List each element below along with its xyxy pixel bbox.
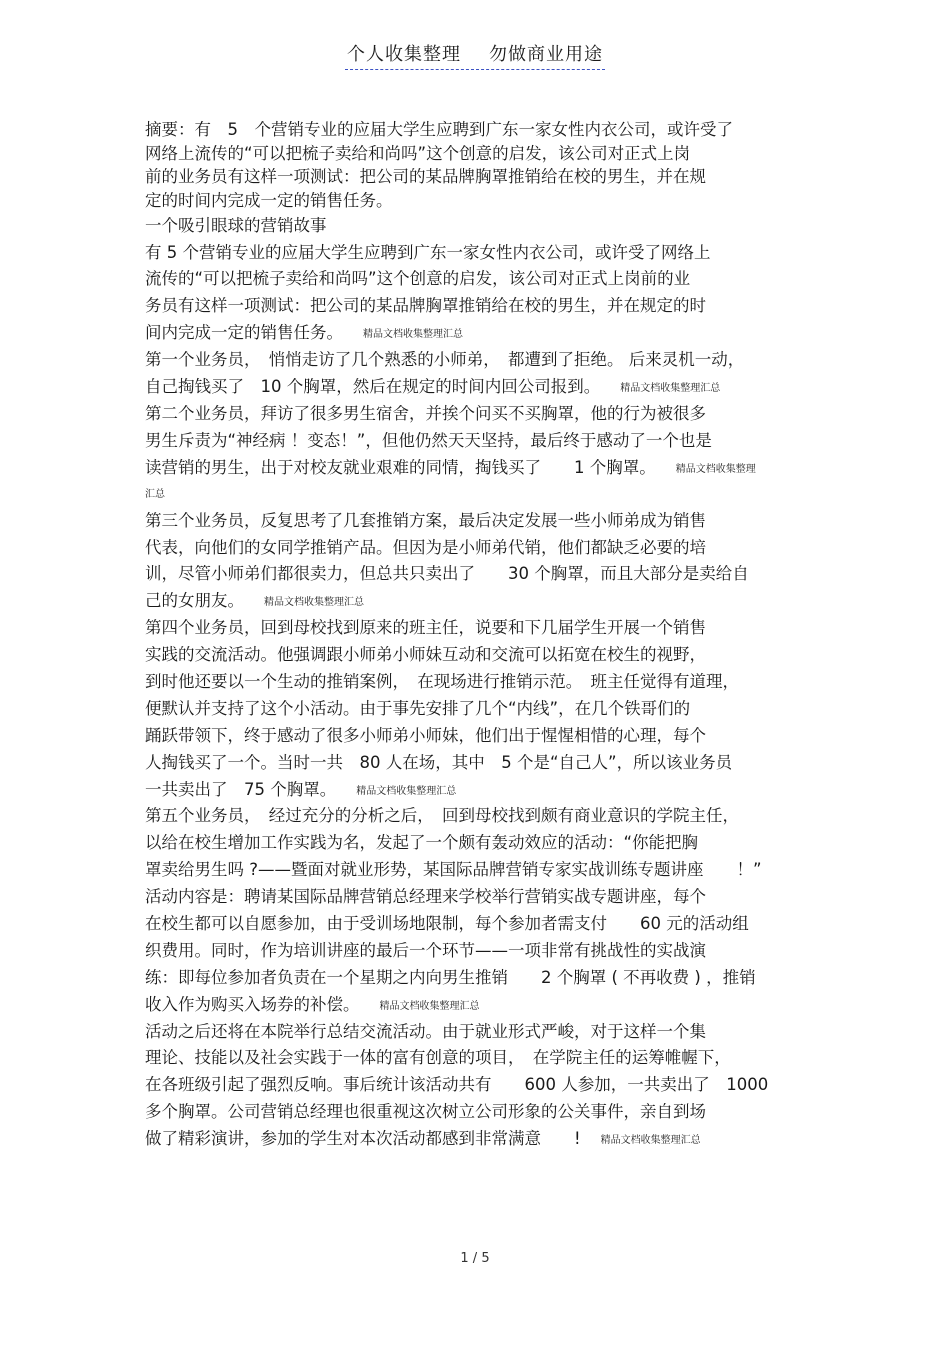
abstract-line: 前的业务员有这样一项测试：把公司的某品牌胸罩推销给在校的男生，并在规: [145, 167, 706, 186]
header-right-text: 勿做商业用途: [489, 44, 603, 65]
body-line: 罩卖给男生吗 ?——暨面对就业形势，某国际品牌营销专家实战训练专题讲座 ！”: [145, 860, 762, 880]
body-line: 活动之后还将在本院举行总结交流活动。由于就业形式严峻，对于这样一个集: [145, 1021, 706, 1041]
watermark-note: 精品文档收集整理汇总: [363, 329, 463, 341]
watermark-note: 精品文档收集整理汇总: [620, 383, 721, 395]
body-line: 第五个业务员， 经过充分的分析之后， 回到母校找到颇有商业意识的学院主任，: [145, 806, 739, 826]
body-line: 在各班级引起了强烈反响。事后统计该活动共有 600 人参加，一共卖出了 1000: [145, 1075, 769, 1095]
header-left-text: 个人收集整理: [347, 44, 461, 65]
watermark-note: 汇总: [145, 488, 165, 500]
body-line: 实践的交流活动。他强调跟小师弟小师妹互动和交流可以拓宽在校生的视野，: [145, 645, 706, 665]
story-body: [145, 240, 815, 1153]
body-line: 以给在校生增加工作实践为名，发起了一个颇有轰动效应的活动：“你能把胸: [145, 833, 699, 853]
body-line: 收入作为购买入场券的补偿。 精品文档收集整理汇总: [145, 994, 480, 1014]
body-line: 一共卖出了 75 个胸罩。 精品文档收集整理汇总: [145, 779, 457, 799]
body-line: 流传的“可以把梳子卖给和尚吗”这个创意的启发，该公司对正式上岗前的业: [145, 269, 691, 289]
body-line: 织费用。同时，作为培训讲座的最后一个环节——一项非常有挑战性的实战演: [145, 940, 706, 960]
body-line: 第二个业务员，拜访了很多男生宿舍，并挨个问买不买胸罩，他的行为被很多: [145, 403, 706, 423]
body-line: 活动内容是：聘请某国际品牌营销总经理来学校举行营销实战专题讲座，每个: [145, 887, 706, 907]
body-line: 第四个业务员，回到母校找到原来的班主任，说要和下几届学生开展一个销售: [145, 618, 706, 638]
body-line: 自己掏钱买了 10 个胸罩，然后在规定的时间内回公司报到。 精品文档收集整理汇总: [145, 377, 721, 397]
body-line: 第三个业务员，反复思考了几套推销方案，最后决定发展一些小师弟成为销售: [145, 510, 706, 530]
abstract-section: [145, 118, 815, 212]
body-line: 务员有这样一项测试：把公司的某品牌胸罩推销给在校的男生，并在规定的时: [145, 296, 706, 316]
document-body: [145, 118, 815, 1153]
body-line: 己的女朋友。 精品文档收集整理汇总: [145, 591, 364, 611]
watermark-note: 精品文档收集整理汇总: [356, 785, 457, 797]
body-line: 做了精彩演讲，参加的学生对本次活动都感到非常满意 ! 精品文档收集整理汇总: [145, 1129, 701, 1149]
abstract-line: 网络上流传的“可以把梳子卖给和尚吗”这个创意的启发，该公司对正式上岗: [145, 143, 691, 163]
body-line: 训，尽管小师弟们都很卖力，但总共只卖出了 30 个胸罩，而且大部分是卖给自: [145, 564, 749, 584]
body-line: 到时他还要以一个生动的推销案例， 在现场进行推销示范。 班主任觉得有道理，: [145, 671, 739, 691]
body-line: 读营销的男生，出于对校友就业艰难的同情，掏钱买了 1 个胸罩。 精品文档收集整理: [145, 457, 756, 477]
body-line: 理论、技能以及社会实践于一体的富有创意的项目， 在学院主任的运筹帷幄下，: [145, 1048, 731, 1068]
watermark-note: 精品文档收集整理汇总: [379, 1000, 480, 1012]
body-line: 多个胸罩。公司营销总经理也很重视这次树立公司形象的公关事件，亲自到场: [145, 1102, 706, 1122]
watermark-note: 精品文档收集整理汇总: [600, 1135, 701, 1147]
watermark-note: 精品文档收集整理: [675, 463, 756, 475]
body-line: 人掏钱买了一个。当时一共 80 人在场，其中 5 个是“自己人”，所以该业务员: [145, 752, 733, 772]
body-line: 间内完成一定的销售任务。 精品文档收集整理汇总: [145, 323, 463, 343]
body-line: 有 5 个营销专业的应届大学生应聘到广东一家女性内衣公司，或许受了网络上: [145, 242, 711, 262]
story-title: 一个吸引眼球的营销故事: [145, 216, 327, 235]
abstract-line: 定的时间内完成一定的销售任务。: [145, 190, 393, 210]
watermark-note: 精品文档收集整理汇总: [264, 597, 364, 609]
abstract-line: 摘要：有 5 个营销专业的应届大学生应聘到广东一家女性内衣公司，或许受了: [145, 120, 733, 139]
body-line: 练：即每位参加者负责在一个星期之内向男生推销 2 个胸罩 ( 不再收费 ) ，推销: [145, 967, 756, 987]
page-header: [0, 40, 950, 70]
body-line: 踊跃带领下，终于感动了很多小师弟小师妹，他们出于惺惺相惜的心理，每个: [145, 725, 706, 745]
page-number: 1 / 5: [460, 1251, 490, 1266]
body-line: 代表，向他们的女同学推销产品。但因为是小师弟代销，他们都缺乏必要的培: [145, 537, 706, 557]
header-banner: [345, 40, 605, 70]
body-line: 男生斥责为“神经病 ！变态！”，但他仍然天天坚持，最后终于感动了一个也是: [145, 430, 712, 450]
body-line: 第一个业务员， 悄悄走访了几个熟悉的小师弟， 都遭到了拒绝。 后来灵机一动，: [145, 350, 745, 370]
body-line: 便默认并支持了这个小活动。由于事先安排了几个“内线”，在几个铁哥们的: [145, 698, 691, 718]
body-line: 在校生都可以自愿参加，由于受训场地限制，每个参加者需支付 60 元的活动组: [145, 913, 749, 933]
body-line: [145, 482, 815, 508]
